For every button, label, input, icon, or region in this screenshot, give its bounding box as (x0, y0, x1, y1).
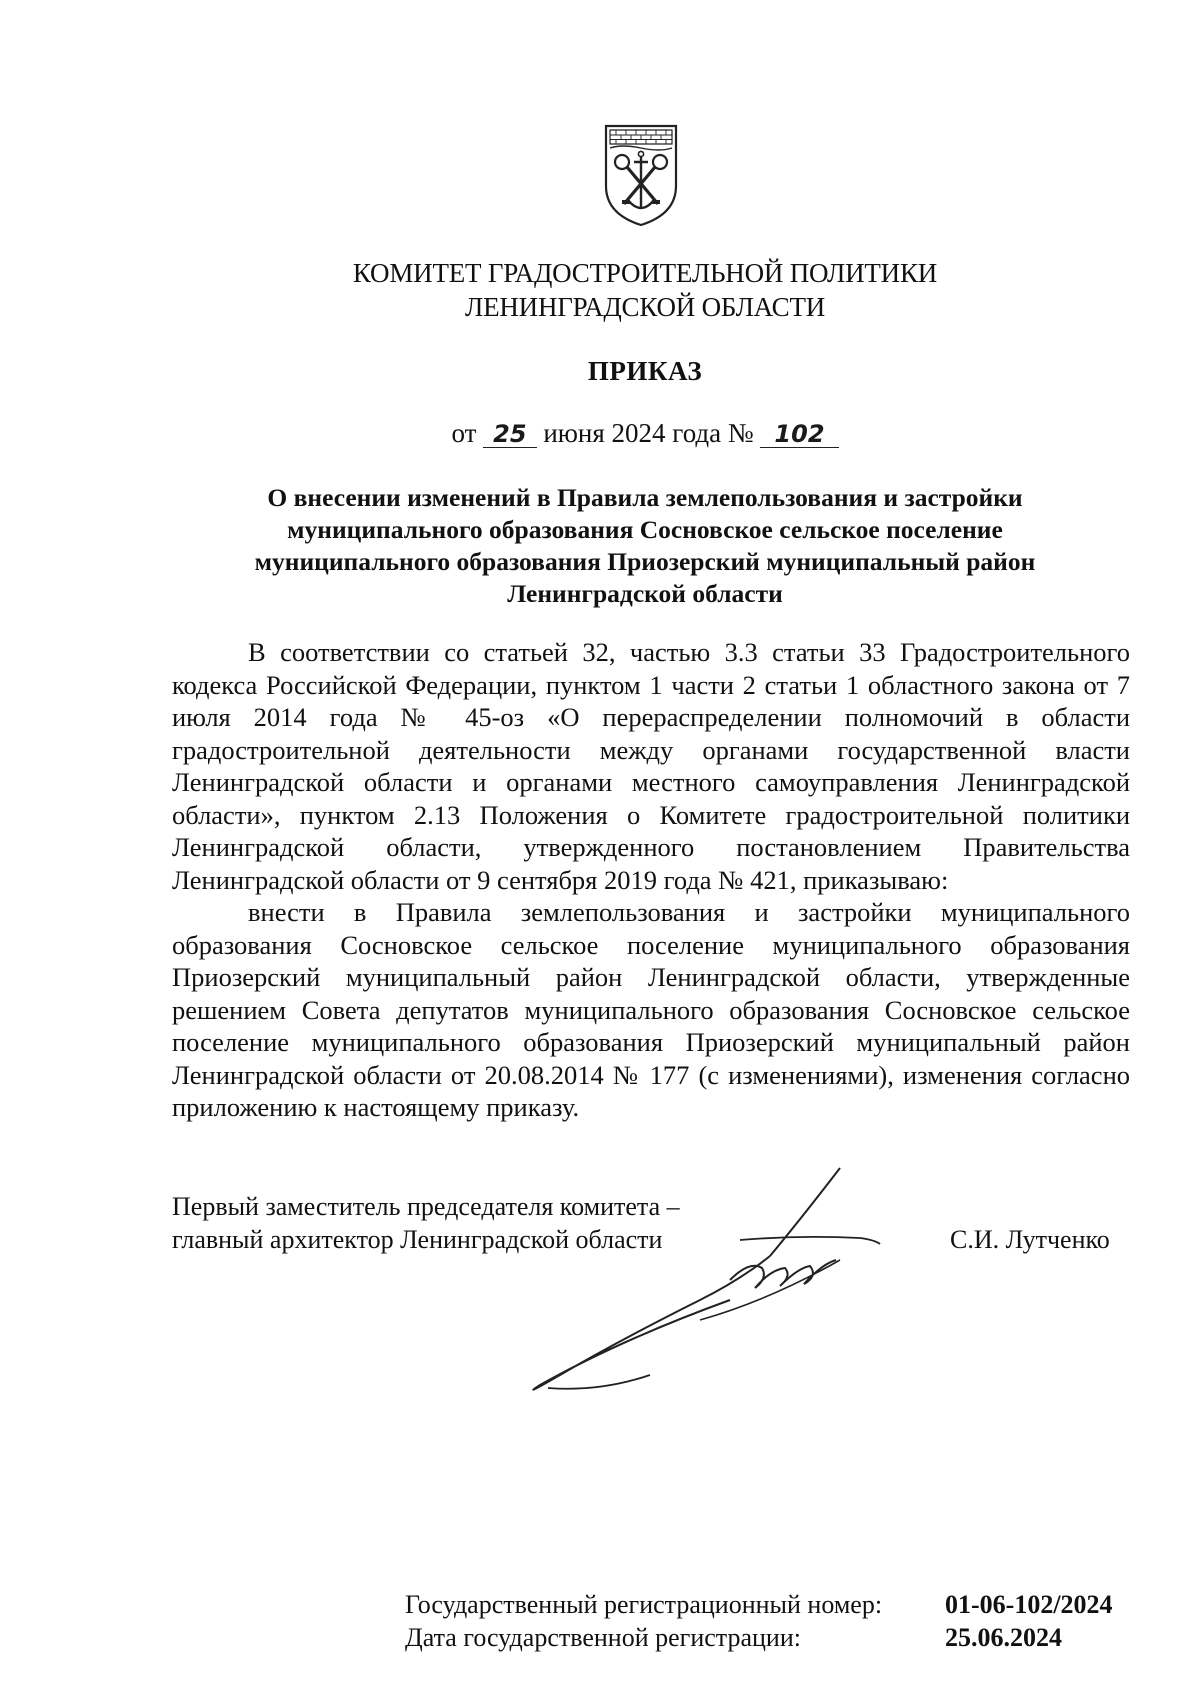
body-paragraph-2: внести в Правила землепользования и застройки муниципального образования Сосновское сельское поселение муниципального образования Приозерский муниципальный район Ленинградской области, утвержденные решением Совета депутатов муниципального образования Сосновское сельское поселение муниципального образования Приозерский муниципальный район Ленинградской области от 20.08.2014 № 177 (с изменениями), изменения согласно приложению к настоящему приказу. (172, 897, 1130, 1122)
date-rest: июня 2024 года № (543, 418, 754, 448)
organization-name (0, 256, 1200, 324)
registration-date-value: 25.06.2024 (945, 1623, 1062, 1652)
subject-line-4: Ленинградской области (507, 579, 783, 608)
registration-info (405, 1588, 1113, 1654)
document-body (172, 636, 1130, 1124)
subject-line-1: О внесении изменений в Правила землепользования и застройки (267, 483, 1023, 512)
body-paragraph-1: В соответствии со статьей 32, частью 3.3 статьи 33 Градостроительного кодекса Российской Федерации, пунктом 1 части 2 статьи 1 областного закона от 7 июля 2014 года № 45-оз «О перераспределении полномочий в области градостроительной деятельности между органами государственной власти Ленинградской области и органами местного самоуправления Ленинградской области», пунктом 2.13 Положения о Комитете градостроительной политики Ленинградской области, утвержденного постановлением Правительства Ленинградской области от 9 сентября 2019 года № 421, приказываю: (172, 637, 1130, 895)
date-prefix: от (451, 418, 477, 448)
subject-line-2: муниципального образования Сосновское сельское поселение (287, 515, 1003, 544)
registration-date-label: Дата государственной регистрации: (405, 1623, 801, 1652)
registration-number-value: 01-06-102/2024 (945, 1590, 1113, 1619)
coat-of-arms-icon (602, 122, 680, 228)
registration-date-row (405, 1621, 1113, 1654)
date-day-handwritten: 25 (483, 421, 536, 448)
subject-line-3: муниципального образования Приозерский муниципальный район (254, 547, 1036, 576)
document-date-line (0, 418, 1200, 449)
document-number-handwritten: 102 (760, 421, 838, 448)
organization-line-1: КОМИТЕТ ГРАДОСТРОИТЕЛЬНОЙ ПОЛИТИКИ (352, 258, 938, 288)
signer-name: С.И. Лутченко (950, 1225, 1110, 1254)
document-type: ПРИКАЗ (587, 356, 703, 386)
signer-position-line-2: главный архитектор Ленинградской области (172, 1225, 663, 1254)
document-subject (230, 482, 1060, 610)
handwritten-signature-icon (500, 1160, 940, 1400)
signer-position-line-1: Первый заместитель председателя комитета – (172, 1192, 680, 1221)
registration-number-label: Государственный регистрационный номер: (405, 1590, 883, 1619)
organization-line-2: ЛЕНИНГРАДСКОЙ ОБЛАСТИ (464, 292, 826, 322)
registration-number-row (405, 1588, 1113, 1621)
